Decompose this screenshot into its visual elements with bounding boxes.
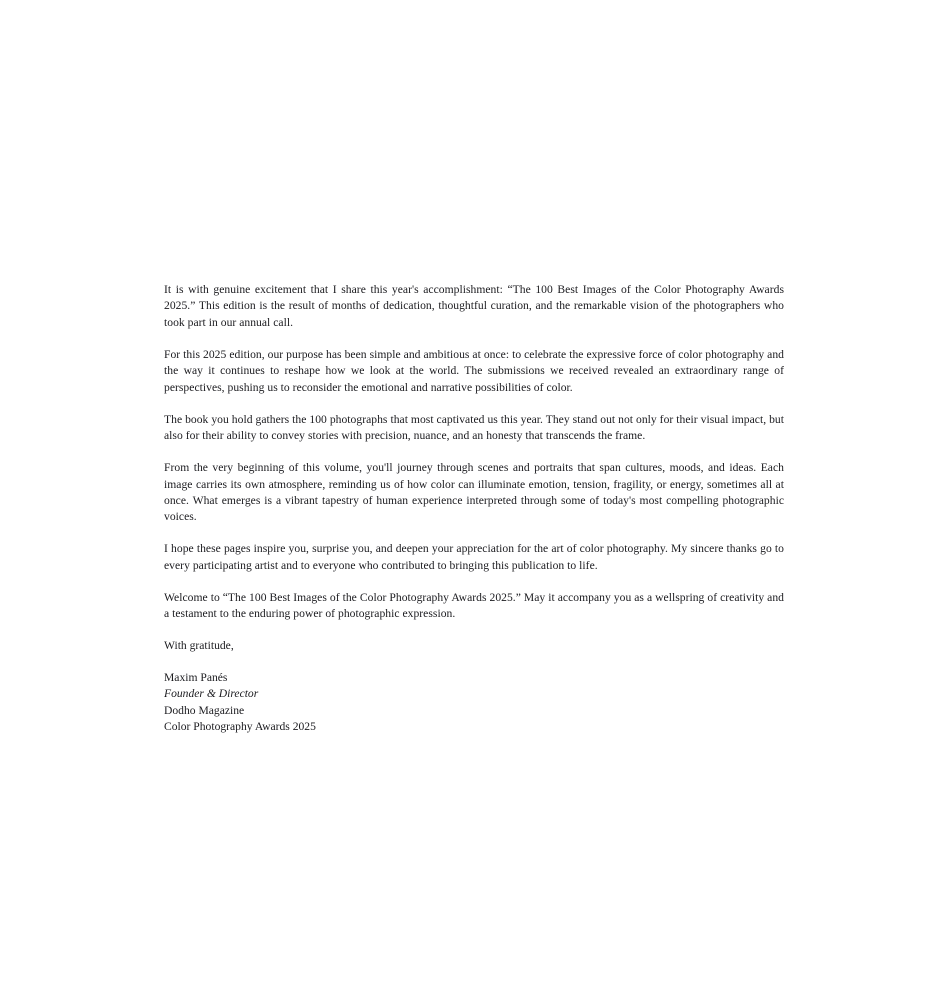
- signature-name: Maxim Panés: [164, 670, 228, 684]
- paragraph-1: It is with genuine excitement that I share this year's accomplishment: “The 100 Best Images of the Color Photography Awards 2025.” This edition is the result of months of dedication, thoughtful curation, and the remarkable vision of the photographers who took part in our annual call.: [164, 283, 784, 329]
- paragraph-6: Welcome to “The 100 Best Images of the Color Photography Awards 2025.” May it accompany you as a wellspring of creativity and a testament to the enduring power of photographic expression.: [164, 590, 784, 621]
- paragraph-3: The book you hold gathers the 100 photographs that most captivated us this year. They stand out not only for their visual impact, but also for their ability to convey stories with precision, nuance, and an honesty that transcends the frame.: [164, 412, 784, 443]
- paragraph-4: From the very beginning of this volume, you'll journey through scenes and portraits that span cultures, moods, and ideas. Each image carries its own atmosphere, reminding us of how color can illuminate emotion, tension, fragility, or energy, sometimes all at once. What emerges is a vibrant tapestry of human experience interpreted through some of today's most compelling photographic voices.: [164, 461, 784, 524]
- signature-publication: Color Photography Awards 2025: [164, 720, 316, 734]
- paragraph-5: I hope these pages inspire you, surprise you, and deepen your appreciation for the art of color photography. My sincere thanks go to every participating artist and to everyone who contributed to bringing this publication to life.: [164, 542, 784, 572]
- signature-organization: Dodho Magazine: [164, 703, 245, 717]
- closing-line: With gratitude,: [164, 639, 234, 653]
- signature-block: [164, 670, 784, 736]
- paragraph-2: For this 2025 edition, our purpose has been simple and ambitious at once: to celebrate the expressive force of color photography and the way it continues to reshape how we look at the world. The submissions we received revealed an extraordinary range of perspectives, pushing us to reconsider the emotional and narrative possibilities of color.: [164, 347, 784, 394]
- letter-body: [164, 282, 784, 736]
- signature-role: Founder & Director: [164, 687, 259, 701]
